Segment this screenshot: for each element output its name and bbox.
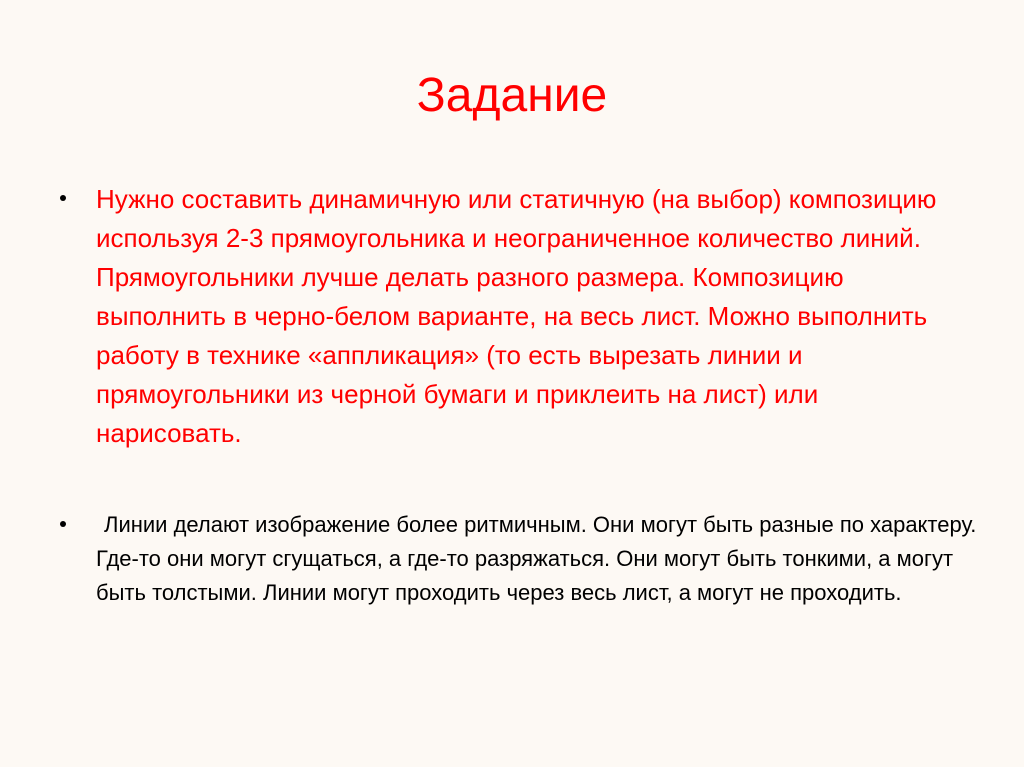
bullet-dot-icon xyxy=(60,521,66,527)
bullet-dot-icon xyxy=(60,195,66,201)
bullet-item-lines xyxy=(60,508,980,610)
bullet-text-task: Нужно составить динамичную или статичную (на выбор) композицию используя 2-3 прямоугольника и неограниченное количество линий. Прямоугольники лучше делать разного размера. Композицию выполнить в черно-белом варианте, на весь лист. Можно выполнить работу в технике «аппликация» (то есть вырезать линии и прямоугольники из черной бумаги и приклеить на лист) или нарисовать. xyxy=(96,184,937,448)
bullet-item-task xyxy=(60,180,960,453)
bullet-text-lines: Линии делают изображение более ритмичным. Они могут быть разные по характеру. Где-то они могут сгущаться, а где-то разряжаться. Они могут быть тонкими, а могут быть толстыми. Линии могут проходить через весь лист, а могут не проходить. xyxy=(96,512,977,605)
slide-title: Задание xyxy=(416,69,608,122)
